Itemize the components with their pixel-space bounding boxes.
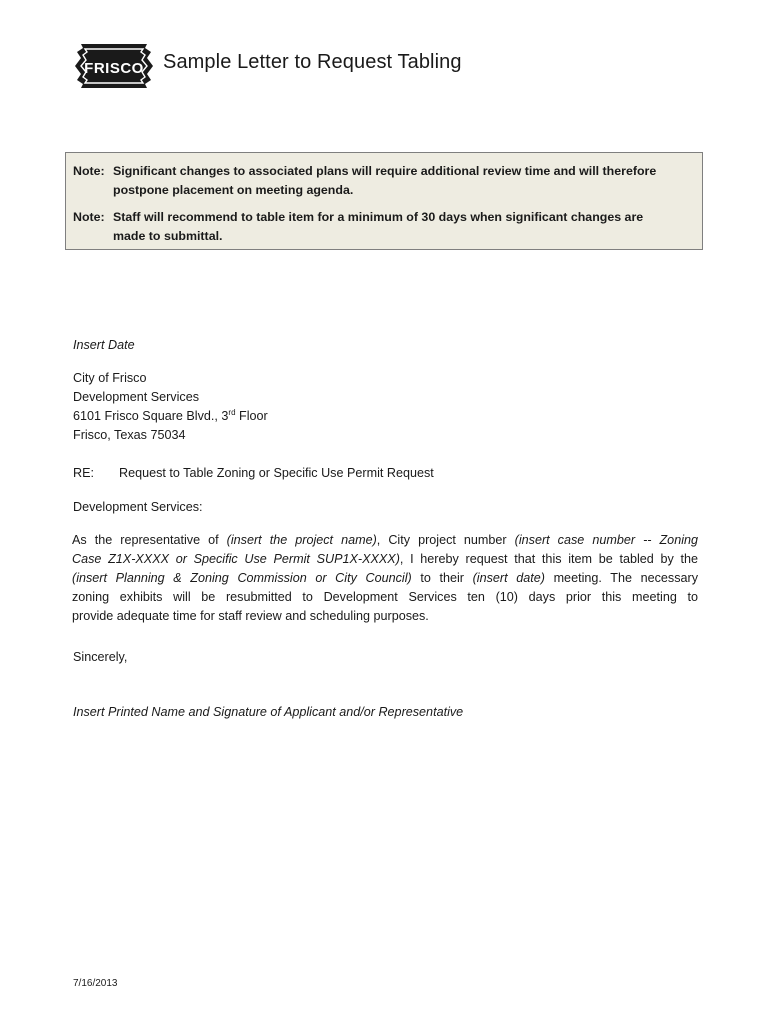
- re-line: [73, 464, 434, 483]
- re-subject: Request to Table Zoning or Specific Use Permit Request: [119, 466, 434, 480]
- letter-body: [72, 531, 698, 626]
- logo-text: FRISCO: [84, 60, 144, 77]
- note-text-line2: made to submittal.: [113, 229, 223, 243]
- address-line-1: City of Frisco: [73, 371, 147, 385]
- note-text-line2: postpone placement on meeting agenda.: [113, 183, 354, 197]
- address-line-3: 6101 Frisco Square Blvd., 3rd Floor: [73, 407, 268, 423]
- body-line: zoning exhibits will be resubmitted to Development Services ten (10) days prior this meeting to: [72, 590, 698, 605]
- salutation: Development Services:: [73, 500, 203, 514]
- frisco-logo: [73, 42, 155, 90]
- note-label: Note:: [73, 210, 105, 224]
- document-title: Sample Letter to Request Tabling: [163, 51, 462, 73]
- note-1: [73, 162, 656, 200]
- footer-date: 7/16/2013: [73, 978, 118, 989]
- note-text-line1: Significant changes to associated plans will require additional review time and will therefore: [113, 164, 657, 178]
- body-line: Case Z1X-XXXX or Specific Use Permit SUP1X-XXXX), I hereby request that this item be tabled by the: [72, 552, 698, 567]
- address-line-4: Frisco, Texas 75034: [73, 428, 186, 442]
- signature-line: Insert Printed Name and Signature of Applicant and/or Representative: [73, 705, 464, 719]
- letter-date: Insert Date: [73, 338, 135, 352]
- re-label: RE:: [73, 466, 94, 480]
- body-line: As the representative of (insert the project name), City project number (insert case number -- Zoning: [72, 533, 699, 547]
- closing: Sincerely,: [73, 650, 128, 664]
- note-label: Note:: [73, 164, 105, 178]
- note-2: [73, 208, 643, 246]
- body-line: provide adequate time for staff review and scheduling purposes.: [72, 609, 429, 624]
- address-line-2: Development Services: [73, 390, 199, 404]
- body-line: (insert Planning & Zoning Commission or City Council) to their (insert date) meeting. The necessary: [72, 571, 699, 586]
- notes-box: [65, 152, 703, 250]
- note-text-line1: Staff will recommend to table item for a minimum of 30 days when significant changes are: [113, 210, 644, 224]
